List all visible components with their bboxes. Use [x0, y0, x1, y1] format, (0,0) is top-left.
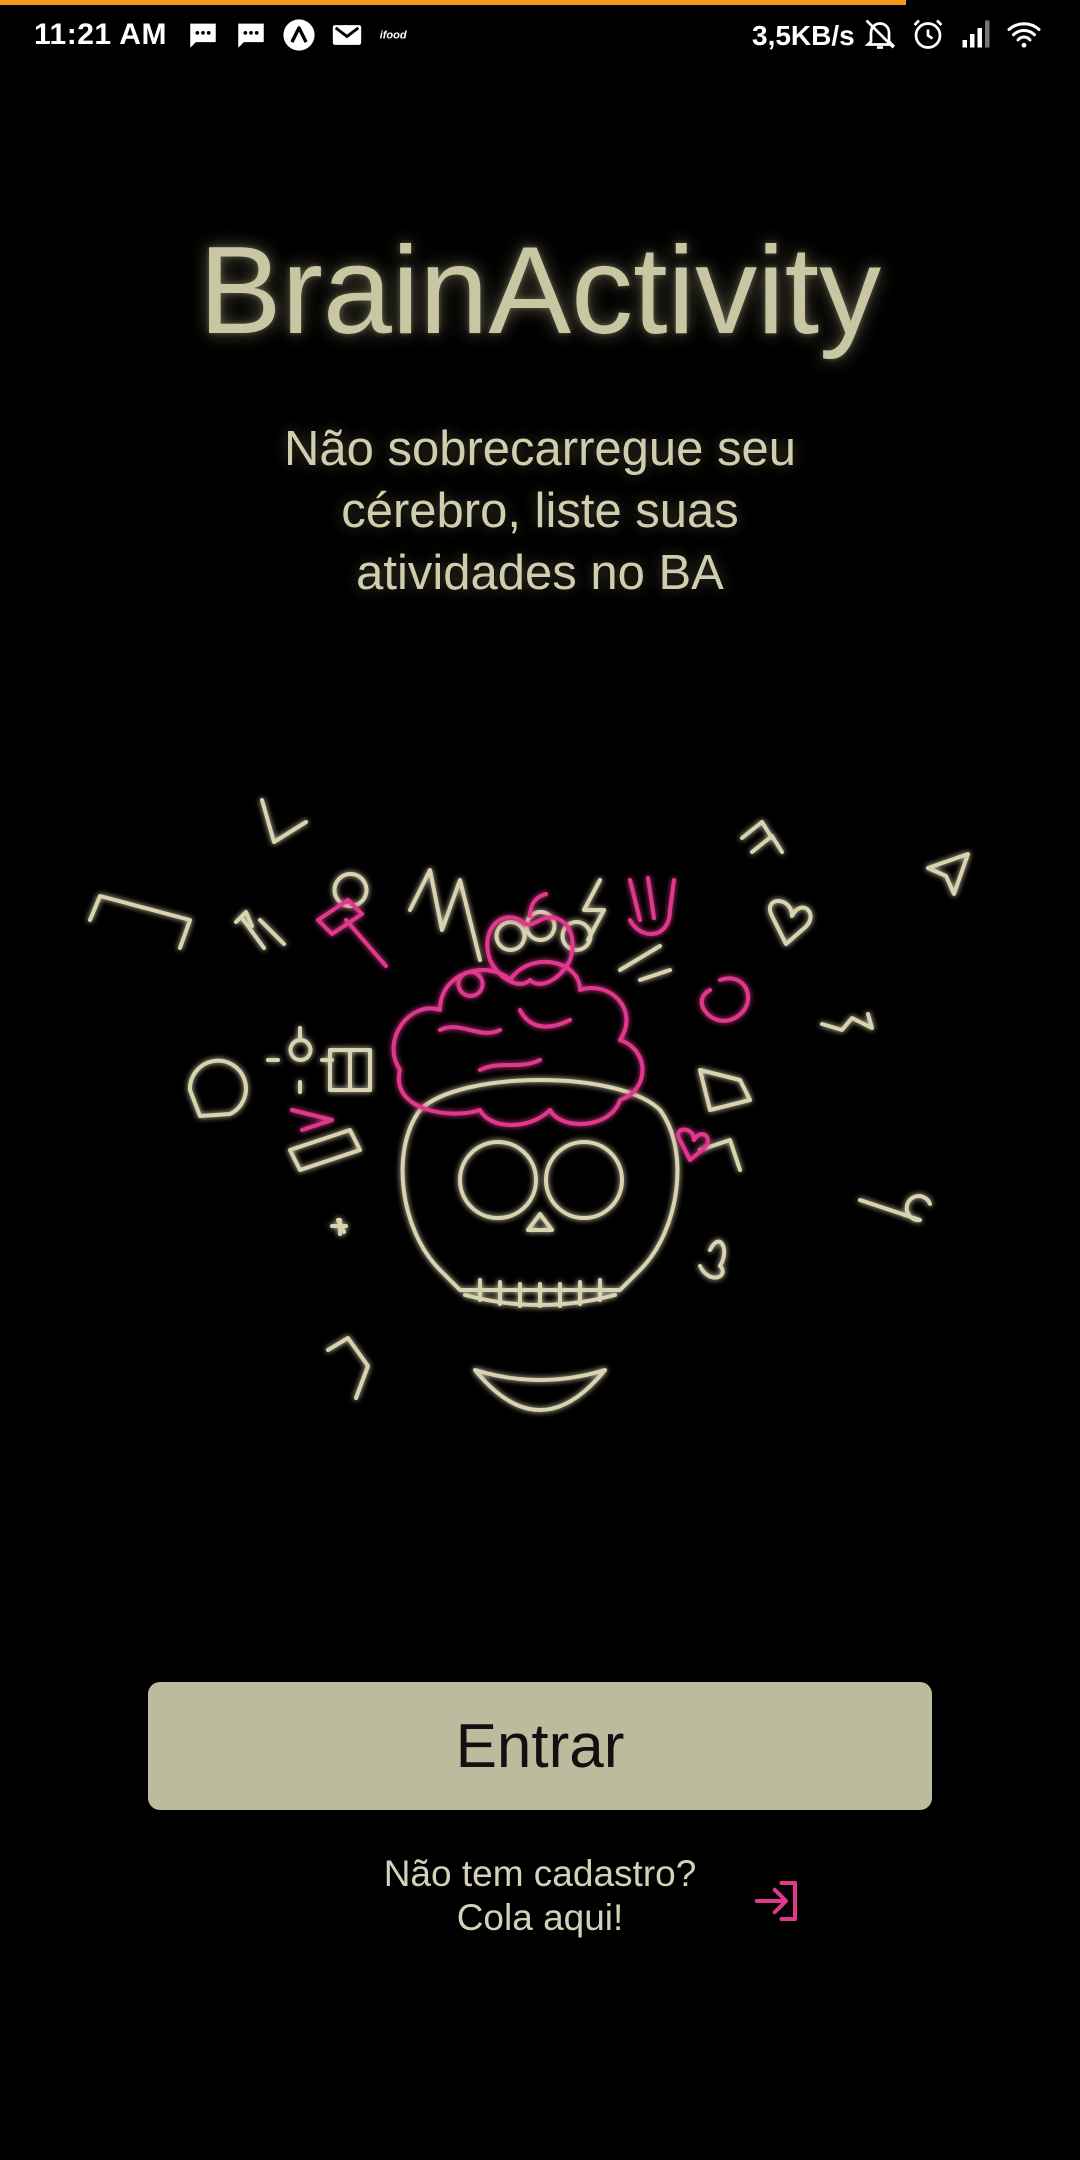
skull-jaw [475, 1370, 605, 1410]
message-icon [186, 18, 220, 52]
debris-heart [770, 901, 811, 944]
signup-text [340, 1852, 740, 1940]
ifood-icon [378, 18, 412, 52]
debris-bracket [90, 896, 190, 948]
enter-button[interactable]: Entrar [148, 1682, 932, 1810]
debris-squiggle [822, 1014, 872, 1030]
message-icon [234, 18, 268, 52]
notifications-off-icon [862, 16, 898, 52]
debris-pen [700, 1242, 724, 1278]
login-arrow-icon[interactable] [750, 1874, 804, 1928]
network-speed: 3,5KB/s [752, 20, 855, 51]
app-subtitle: Não sobrecarregue seu cérebro, liste suas atividades no BA [283, 422, 797, 600]
debris-arrows [236, 912, 284, 948]
debris-zigzag [410, 870, 480, 960]
skull-nose [528, 1214, 552, 1230]
debris-spark [620, 946, 670, 980]
debris-wrench [860, 1196, 930, 1220]
debris-pencil [290, 1130, 360, 1170]
hand-rock [630, 878, 674, 934]
pink-heart [678, 1130, 708, 1161]
debris-plane [928, 854, 968, 894]
signup-line-1: Não tem cadastro? [383, 1853, 697, 1894]
status-time: 11:21 AM [34, 18, 167, 51]
skull-right-eye [546, 1142, 622, 1218]
debris-chevron [262, 800, 306, 842]
pink-flower [459, 972, 483, 996]
status-system-icons [862, 16, 1042, 52]
hammer [318, 900, 386, 966]
signup-link[interactable] [340, 1852, 810, 1952]
debris-fist [190, 1061, 246, 1116]
skull-left-eye [460, 1142, 536, 1218]
skull-teeth [465, 1280, 615, 1306]
swirl [702, 978, 748, 1020]
brain-folds [440, 1010, 570, 1070]
svg-text:ifood: ifood [379, 29, 407, 42]
signal-icon [958, 16, 994, 52]
exploding-skull-illustration [60, 770, 1020, 1470]
gmail-icon [330, 18, 364, 52]
apple-shape [487, 894, 572, 984]
app-title: BrainActivity [198, 222, 882, 360]
lightning-pink [292, 1110, 332, 1130]
debris-hook [328, 1338, 368, 1398]
app-a-icon [282, 18, 316, 52]
debris-double-chevron [742, 822, 782, 852]
debris-bolt [584, 880, 604, 940]
alarm-icon [910, 16, 946, 52]
debris-sun [268, 1028, 332, 1092]
debris-tag [700, 1070, 750, 1110]
wifi-icon [1006, 16, 1042, 52]
status-bar [0, 0, 1080, 70]
status-notification-icons [186, 18, 412, 52]
debris-star [332, 1220, 346, 1234]
signup-line-2: Cola aqui! [456, 1897, 624, 1938]
debris-gift [330, 1050, 370, 1090]
